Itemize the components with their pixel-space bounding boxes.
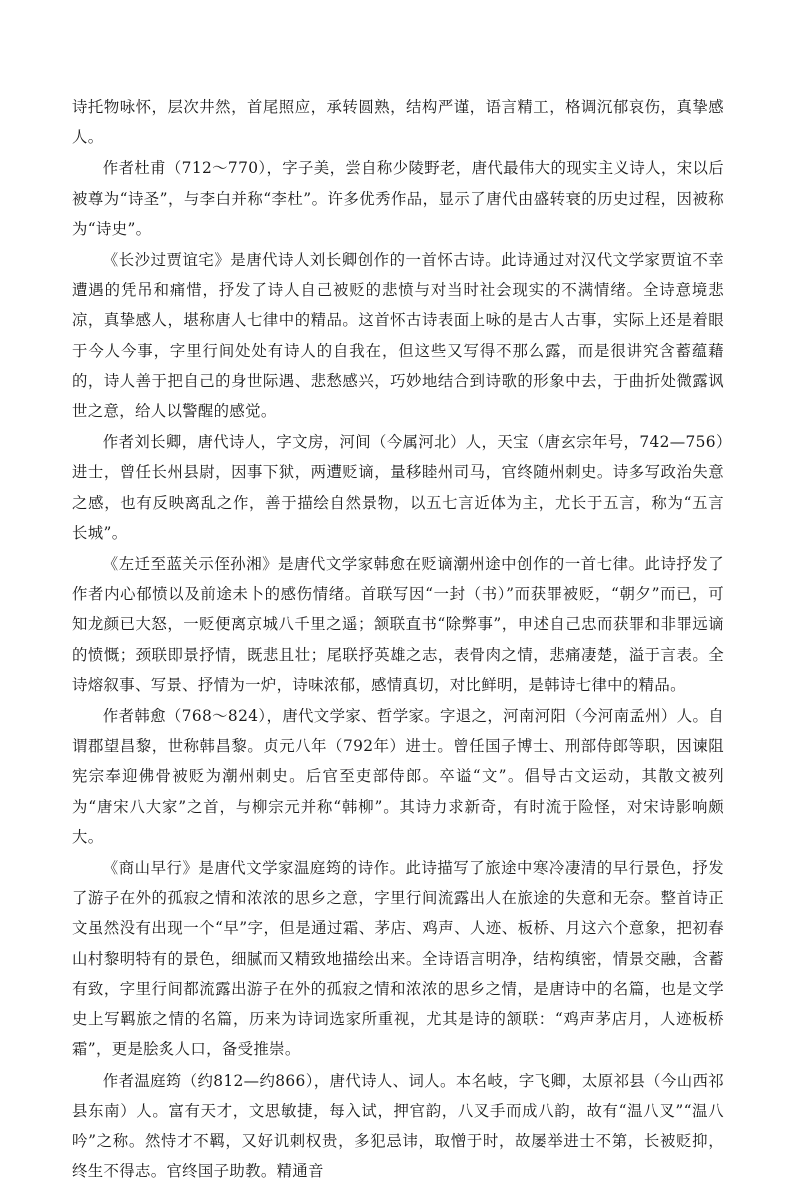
paragraph-shangshan-poem: 《商山早行》是唐代文学家温庭筠的诗作。此诗描写了旅途中寒冷凄清的早行景色，抒发了游子在外的孤寂之情和浓浓的思乡之意，字里行间流露出人在旅途的失意和无奈。整首诗正文虽然没有出现一个“早”字，但是通过霜、茅店、鸡声、人迹、板桥、月这六个意象，把初春山村黎明特有的景色，细腻而又精致地描绘出来。全诗语言明净，结构缜密，情景交融，含蓄有致，字里行间都流露出游子在外的孤寂之情和浓浓的思乡之情，是唐诗中的名篇，也是文学史上写羁旅之情的名篇，历来为诗词选家所重视，尤其是诗的颔联：“鸡声茅店月，人迹板桥霜”，更是脍炙人口，备受推崇。 [72, 859, 724, 1059]
paragraph-liuchangqing-author: 作者刘长卿，唐代诗人，字文房，河间（今属河北）人，天宝（唐玄宗年号，742—756）进士，曾任长州县尉，因事下狱，两遭贬谪，量移睦州司马，官终随州刺史。诗多写政治失意之感，也有反映离乱之作，善于描绘自然景物，以五七言近体为主，尤长于五言，称为“五言长城”。 [72, 433, 724, 542]
paragraph-dufu-author: 作者杜甫（712～770），字子美，尝自称少陵野老，唐代最伟大的现实主义诗人，宋以后被尊为“诗圣”，与李白并称“李杜”。许多优秀作品，显示了唐代由盛转衰的历史过程，因被称为“诗史”。 [72, 159, 724, 238]
paragraph-zuoqian-poem: 《左迁至蓝关示侄孙湘》是唐代文学家韩愈在贬谪潮州途中创作的一首七律。此诗抒发了作者内心郁愤以及前途未卜的感伤情绪。首联写因“一封（书）”而获罪被贬，“朝夕”而已，可知龙颜已大怒，一贬便离京城八千里之遥；颔联直书“除弊事”，申述自己忠而获罪和非罪远谪的愤慨；颈联即景抒情，既悲且壮；尾联抒英雄之志，表骨肉之情，悲痛凄楚，溢于言表。全诗熔叙事、写景、抒情为一炉，诗味浓郁，感情真切，对比鲜明，是韩诗七律中的精品。 [72, 555, 724, 694]
paragraph-hanyu-author: 作者韩愈（768～824），唐代文学家、哲学家。字退之，河南河阳（今河南孟州）人。自谓郡望昌黎，世称韩昌黎。贞元八年（792年）进士。曾任国子博士、刑部侍郎等职，因谏阻宪宗奉迎佛骨被贬为潮州刺史。后官至吏部侍郎。卒谥“文”。倡导古文运动，其散文被列为“唐宋八大家”之首，与柳宗元并称“韩柳”。其诗力求新奇，有时流于险怪，对宋诗影响颇大。 [72, 707, 724, 846]
paragraph-changsha-poem: 《长沙过贾谊宅》是唐代诗人刘长卿创作的一首怀古诗。此诗通过对汉代文学家贾谊不幸遭遇的凭吊和痛惜，抒发了诗人自己被贬的悲愤与对当时社会现实的不满情绪。全诗意境悲凉，真挚感人，堪称唐人七律中的精品。这首怀古诗表面上咏的是古人古事，实际上还是着眼于今人今事，字里行间处处有诗人的自我在，但这些又写得不那么露，而是很讲究含蓄蕴藉的，诗人善于把自己的身世际遇、悲愁感兴，巧妙地结合到诗歌的形象中去，于曲折处微露讽世之意，给人以警醒的感觉。 [72, 251, 724, 421]
document-page [72, 92, 724, 1187]
paragraph-wentingyun-author: 作者温庭筠（约812—约866），唐代诗人、词人。本名岐，字飞卿，太原祁县（今山西祁县东南）人。富有天才，文思敏捷，每入试，押官韵，八叉手而成八韵，故有“温八叉”“温八吟”之称。然恃才不羁，又好讥刺权贵，多犯忌讳，取憎于时，故屡举进士不第，长被贬抑，终生不得志。官终国子助教。精通音 [72, 1071, 724, 1181]
paragraph-dufu-poem-summary: 诗托物咏怀，层次井然，首尾照应，承转圆熟，结构严谨，语言精工，格调沉郁哀伤，真挚感人。 [72, 98, 724, 147]
